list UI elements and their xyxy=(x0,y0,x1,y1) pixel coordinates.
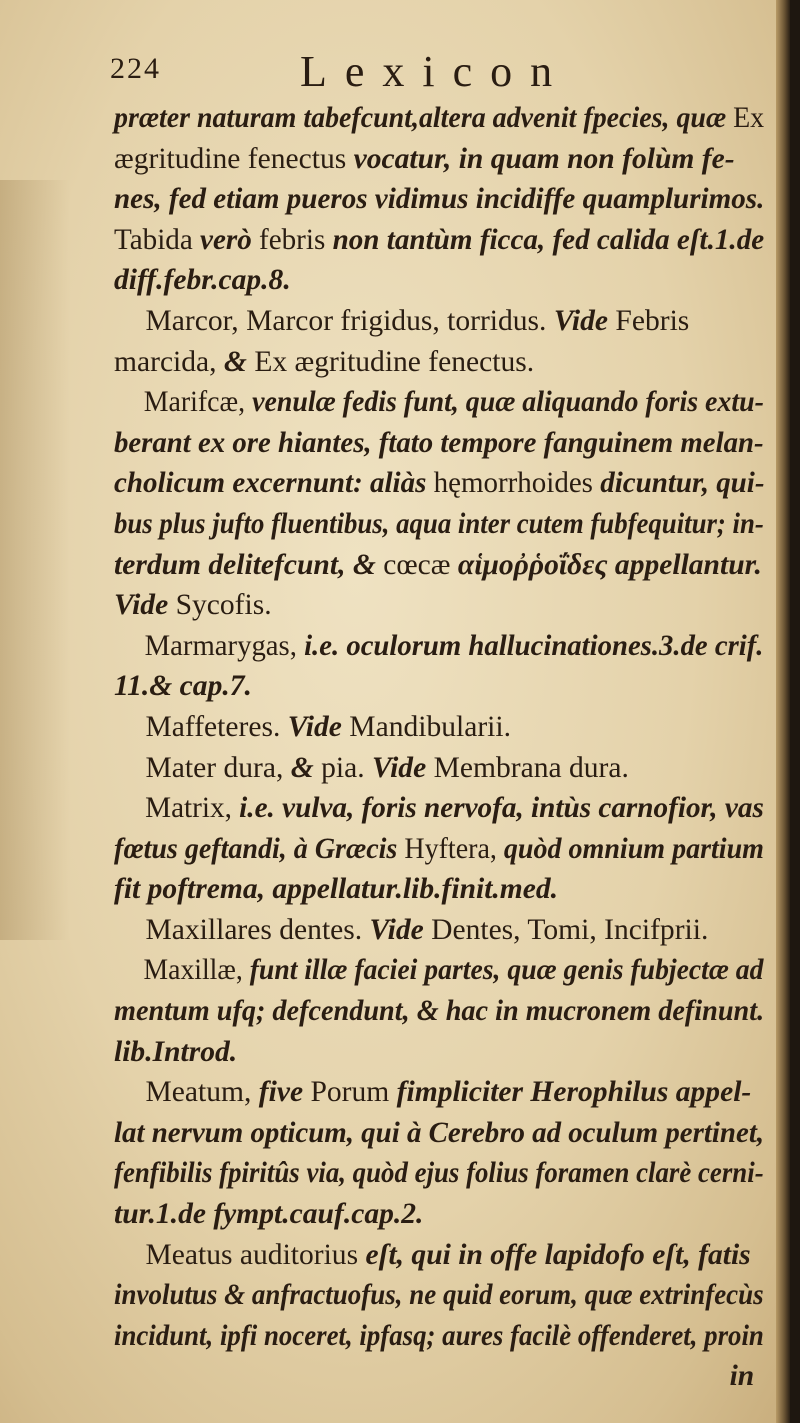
text-line xyxy=(114,139,764,180)
text-line xyxy=(114,1153,764,1194)
text-segment: Vide xyxy=(369,912,432,946)
text-line xyxy=(114,626,764,667)
running-title: Lexicon xyxy=(300,47,571,96)
catchword: in xyxy=(729,1359,755,1393)
text-segment: mentum ufq; defcendunt, & hac in mucronem definunt. xyxy=(114,994,765,1028)
text-segment: five xyxy=(258,1075,311,1109)
text-segment: Mater dura, xyxy=(145,750,291,784)
text-line xyxy=(114,1032,764,1073)
text-line xyxy=(114,98,765,139)
text-line xyxy=(114,991,765,1032)
text-line xyxy=(114,666,764,707)
text-segment: bus plus jufto fluentibus, aqua inter cutem fubfequitur; in- xyxy=(114,506,764,540)
text-segment: Vide xyxy=(114,588,176,622)
text-line xyxy=(114,1235,764,1276)
page-header xyxy=(110,48,670,102)
text-line xyxy=(114,179,765,220)
text-segment: terdum delitefcunt, & xyxy=(114,547,384,581)
text-segment: appellantur. xyxy=(614,547,762,581)
text-segment: venulæ fedis funt, quæ aliquando foris extu- xyxy=(252,385,764,419)
text-segment: 11.& cap.7. xyxy=(114,669,252,703)
text-segment: Ex xyxy=(733,101,765,134)
text-segment: Ex ægritudine fenectus. xyxy=(254,344,535,378)
text-line xyxy=(114,869,764,910)
page-edge-shadow xyxy=(776,0,790,1423)
text-segment: i.e. vulva, foris nervofa, intùs carnofior, vas xyxy=(239,791,764,825)
text-segment: Marcor, Marcor frigidus, torridus. xyxy=(145,303,554,337)
text-segment: febris xyxy=(259,222,333,256)
text-segment: Sycofis. xyxy=(175,588,272,622)
text-segment: Maxillæ, xyxy=(143,953,250,987)
text-line xyxy=(114,585,764,626)
text-line xyxy=(114,950,764,991)
text-segment: Vide xyxy=(287,709,350,743)
text-segment: Dentes, Tomi, Incifprii. xyxy=(431,912,709,946)
text-line xyxy=(114,1316,764,1357)
text-line xyxy=(114,260,764,301)
text-segment: i.e. oculorum hallucinationes.3.de crif. xyxy=(304,628,764,662)
text-line xyxy=(114,1194,764,1235)
text-line xyxy=(114,1072,764,1113)
text-segment: & xyxy=(223,344,255,378)
body-text xyxy=(114,98,774,1397)
text-segment: Porum xyxy=(310,1075,397,1109)
text-line xyxy=(114,301,764,342)
text-segment: eſt, qui in offe lapidofo eſt, fatis xyxy=(365,1237,751,1271)
text-line xyxy=(114,1113,765,1154)
text-segment: Meatum, xyxy=(145,1075,259,1109)
text-line xyxy=(114,545,764,586)
text-segment: Mandibularii. xyxy=(349,709,511,743)
text-segment: funt illæ faciei partes, quæ genis fubjectæ ad xyxy=(249,953,764,987)
text-line xyxy=(114,382,764,423)
text-line xyxy=(114,910,764,951)
text-segment: Meatus auditorius xyxy=(145,1237,366,1271)
text-segment: αἱμοῤῥοΐδες xyxy=(457,547,615,581)
text-segment: & xyxy=(290,750,322,784)
page-number: 224 xyxy=(110,52,161,85)
text-line xyxy=(114,1275,764,1316)
text-segment: marcida, xyxy=(114,344,224,378)
text-segment: Vide xyxy=(372,750,434,784)
text-segment: Febris xyxy=(615,303,690,337)
text-segment: dicuntur, qui- xyxy=(600,466,765,500)
text-segment: verò xyxy=(200,222,260,256)
text-line xyxy=(114,463,765,504)
text-segment: Maffeteres. xyxy=(145,709,288,743)
text-segment: Marifcæ, xyxy=(143,385,253,419)
text-segment: Hyftera, xyxy=(404,831,504,865)
text-segment: Tabida xyxy=(114,222,201,256)
text-segment: fœtus geftandi, à Græcis xyxy=(114,831,405,865)
text-line xyxy=(114,829,764,870)
text-segment: fit poftrema, appellatur.lib.finit.med. xyxy=(114,872,559,906)
text-segment: cœcæ xyxy=(383,547,458,581)
text-segment: pia. xyxy=(321,750,373,784)
text-line xyxy=(114,342,764,383)
text-segment: vocatur, in quam non folùm fe- xyxy=(353,141,735,175)
page-stain xyxy=(0,180,70,940)
text-segment: nes, fed etiam pueros vidimus incidiffe quamplurimos. xyxy=(114,182,765,216)
text-line xyxy=(114,788,764,829)
text-segment: quòd omnium partium xyxy=(503,831,764,865)
text-segment: fenfibilis fpiritûs via, quòd ejus folius foramen clarè cerni- xyxy=(114,1156,764,1190)
text-segment: berant ex ore hiantes, ftato tempore fanguinem melan- xyxy=(114,425,764,459)
text-line xyxy=(114,748,764,789)
text-segment: fimpliciter Herophilus appel- xyxy=(396,1075,752,1109)
text-segment: Vide xyxy=(553,303,616,337)
text-segment: tur.1.de fympt.cauf.cap.2. xyxy=(114,1197,424,1231)
text-segment: involutus & anfractuofus, ne quid eorum, quæ extrinfecùs xyxy=(114,1278,764,1312)
text-line xyxy=(114,220,765,261)
text-segment: cholicum excernunt: aliàs xyxy=(114,466,434,500)
text-line xyxy=(114,504,764,545)
text-segment: ægritudine fenectus xyxy=(114,141,354,175)
text-segment: non tantùm ficca, fed calida eſt.1.de xyxy=(332,222,765,256)
text-segment: præter naturam tabefcunt,altera advenit fpecies, quæ xyxy=(114,101,734,134)
text-segment: Marmarygas, xyxy=(144,628,305,662)
text-segment: incidunt, ipfi noceret, ipfasq; aures facilè offenderet, proin xyxy=(114,1318,764,1352)
text-line xyxy=(114,423,764,464)
text-segment: lib.Introd. xyxy=(114,1034,238,1068)
text-segment: lat nervum opticum, qui à Cerebro ad oculum pertinet, xyxy=(114,1115,765,1149)
text-segment: Maxillares dentes. xyxy=(145,912,370,946)
text-segment: Membrana dura. xyxy=(433,750,629,784)
text-line xyxy=(114,707,764,748)
text-segment: diff.febr.cap.8. xyxy=(114,263,291,297)
text-segment: hęmorrhoides xyxy=(433,466,601,500)
text-segment: Matrix, xyxy=(145,791,240,825)
